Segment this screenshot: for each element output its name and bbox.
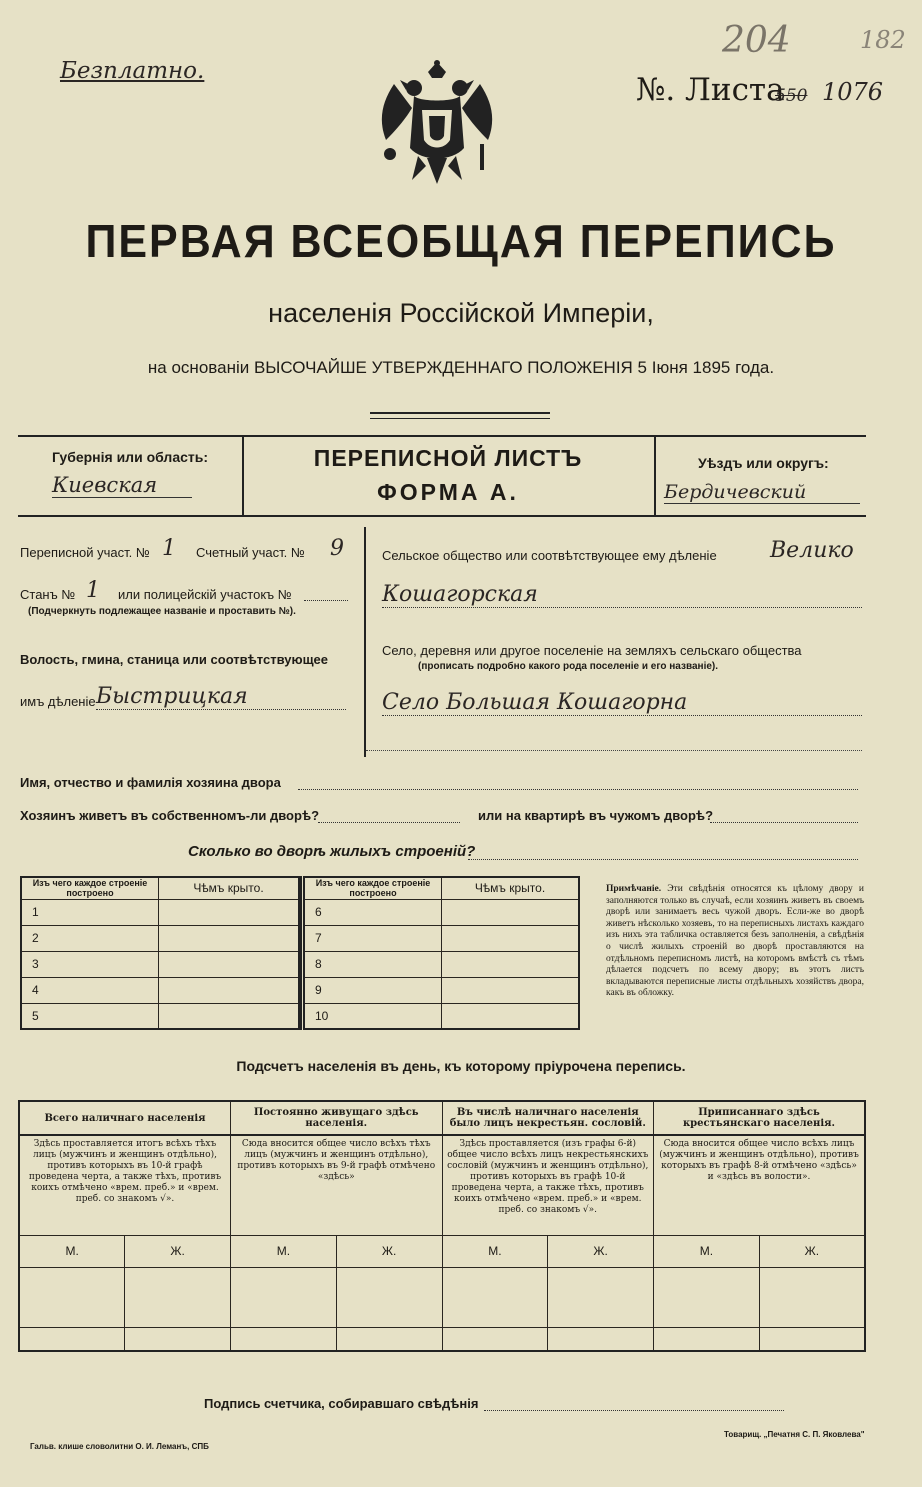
table-row xyxy=(21,925,299,951)
buildings-line xyxy=(468,859,858,860)
owner-name-line xyxy=(298,789,858,790)
female-header: Ж. xyxy=(548,1235,654,1267)
table-row xyxy=(303,1003,580,1029)
basis-line: на основаніи ВЫСОЧАЙШЕ УТВЕРЖДЕННАГО ПОЛОЖЕНІЯ 5 Іюня 1895 года. xyxy=(147,358,775,377)
row-number: 6 xyxy=(303,899,442,925)
count-cell[interactable] xyxy=(19,1267,125,1327)
count-col-head: Постоянно живущаго здѣсь населенія. xyxy=(231,1101,443,1135)
row-number: 4 xyxy=(21,977,159,1003)
male-header: М. xyxy=(654,1235,760,1267)
free-label: Безплатно. xyxy=(60,58,205,84)
ornament-divider xyxy=(370,412,550,419)
main-title: ПЕРВАЯ ВСЕОБЩАЯ ПЕРЕПИСЬ xyxy=(85,216,837,268)
society-value-2: Кошагорская xyxy=(382,582,862,608)
underline-note: (Подчеркнуть подлежащее названіе и проставить №). xyxy=(28,606,296,617)
count-col-head: Въ числѣ наличнаго населенія было лицъ некрестьян. сословій. xyxy=(442,1101,654,1135)
count-cell[interactable] xyxy=(336,1327,442,1351)
count-total-row xyxy=(19,1327,865,1351)
table-row xyxy=(21,977,299,1003)
schetny-value: 9 xyxy=(330,536,344,561)
own-yard-label: Хозяинъ живетъ въ собственномъ-ли дворѣ? xyxy=(20,808,320,823)
row-number: 10 xyxy=(303,1003,442,1029)
count-cell[interactable] xyxy=(759,1267,865,1327)
count-table xyxy=(18,1100,866,1352)
female-header: Ж. xyxy=(125,1235,231,1267)
guberniya-cell xyxy=(18,437,244,515)
uezd-cell xyxy=(654,437,868,515)
row-number: 2 xyxy=(21,925,159,951)
count-cell[interactable] xyxy=(442,1267,548,1327)
male-header: М. xyxy=(231,1235,337,1267)
table-row xyxy=(303,977,580,1003)
count-cell[interactable] xyxy=(654,1327,760,1351)
note-block xyxy=(606,884,864,1000)
schetny-label: Счетный участ. № xyxy=(196,545,305,560)
count-cell[interactable] xyxy=(759,1327,865,1351)
count-cell[interactable] xyxy=(231,1327,337,1351)
sheet-number-label: №. Листа xyxy=(636,72,785,108)
village-label: Село, деревня или другое поселеніе на земляхъ сельскаго общества xyxy=(382,643,802,658)
guberniya-label: Губернія или область: xyxy=(52,449,209,465)
sheet-number-value: 1076 xyxy=(822,78,884,106)
printer-left: Гальв. клише словолитни О. И. Леманъ, СПБ xyxy=(30,1442,209,1451)
society-value-1: Велико xyxy=(770,538,854,563)
table-row xyxy=(303,925,580,951)
row-number: 3 xyxy=(21,951,159,977)
roof-cell[interactable] xyxy=(159,925,300,951)
police-label: или полицейскій участокъ № xyxy=(118,587,292,602)
uezd-value: Бердичевский xyxy=(664,481,860,504)
count-cell[interactable] xyxy=(231,1267,337,1327)
row-number: 5 xyxy=(21,1003,159,1029)
buildings-label: Сколько во дворѣ жилыхъ строеній? xyxy=(188,843,476,860)
buildings-col1-header: Изъ чего каждое строеніе построено xyxy=(21,877,159,899)
village-value: Село Большая Кошагорна xyxy=(382,690,862,716)
village-note: (прописать подробно какого рода поселеніе и его названіе). xyxy=(418,661,719,672)
count-col-desc: Здѣсь проставляется (изъ графы 6-й) общее число всѣхъ лицъ некрестьянскихъ сословій (мужчинъ и женщинъ отдѣльно), противъ которыхъ въ графѣ 10-й проведена черта, а также тѣхъ, противъ коихъ отмѣчено «врем. преб.» и «врем. преб. со знакомъ √». xyxy=(442,1135,654,1235)
pencil-note-2: 182 xyxy=(860,26,906,54)
roof-cell[interactable] xyxy=(442,925,580,951)
form-title: ПЕРЕПИСНОЙ ЛИСТЪ xyxy=(313,445,583,471)
count-entry-row xyxy=(19,1267,865,1327)
row-number: 1 xyxy=(21,899,159,925)
rented-label: или на квартирѣ въ чужомъ дворѣ? xyxy=(478,808,714,823)
count-col-head: Приписаннаго здѣсь крестьянскаго населенія. xyxy=(654,1101,866,1135)
uchastok-label: Переписной участ. № xyxy=(20,545,150,560)
table-row xyxy=(303,899,580,925)
roof-cell[interactable] xyxy=(159,951,300,977)
count-cell[interactable] xyxy=(654,1267,760,1327)
female-header: Ж. xyxy=(759,1235,865,1267)
subtitle: населенія Россійской Имперіи, xyxy=(268,298,654,328)
row-number: 8 xyxy=(303,951,442,977)
buildings-col1-header: Изъ чего каждое строеніе построено xyxy=(303,877,442,899)
uezd-label: Уѣздъ или округъ: xyxy=(698,455,829,471)
roof-cell[interactable] xyxy=(442,1003,580,1029)
table-row xyxy=(21,899,299,925)
buildings-col2-header: Чѣмъ крыто. xyxy=(159,877,300,899)
count-col-desc: Здѣсь проставляется итогъ всѣхъ тѣхъ лицъ (мужчинъ и женщинъ отдѣльно), противъ которыхъ въ 10-й графѣ проведена черта, а также тѣхъ, противъ коихъ отмѣчено «врем. преб.» и «врем. преб. со знакомъ √». xyxy=(19,1135,231,1235)
printer-right: Товарищ. „Печатня С. П. Яковлева" xyxy=(724,1430,865,1439)
count-col-desc: Сюда вносится общее число всѣхъ лицъ (мужчинъ и женщинъ отдѣльно), противъ которыхъ въ графѣ 8-й отмѣчено «здѣсь» и «здѣсь въ волости». xyxy=(654,1135,866,1235)
note-head: Примѣчаніе. xyxy=(606,884,662,894)
form-name: ФОРМА А. xyxy=(377,479,519,505)
count-cell[interactable] xyxy=(442,1327,548,1351)
guberniya-value: Киевская xyxy=(52,473,192,498)
section-divider xyxy=(364,527,366,757)
police-line xyxy=(304,600,348,601)
table-row xyxy=(21,951,299,977)
male-header: М. xyxy=(442,1235,548,1267)
volost-label: Волость, гмина, станица или соотвѣтствующее xyxy=(20,652,329,667)
table-row xyxy=(21,1003,299,1029)
uchastok-value: 1 xyxy=(162,536,176,561)
roof-cell[interactable] xyxy=(159,899,300,925)
count-cell[interactable] xyxy=(548,1267,654,1327)
imperial-eagle-emblem xyxy=(372,58,502,190)
count-cell[interactable] xyxy=(125,1267,231,1327)
volost-label-2: имъ дѣленіе xyxy=(20,694,96,709)
row-number: 7 xyxy=(303,925,442,951)
volost-value: Быстрицкая xyxy=(96,684,346,710)
buildings-table-right xyxy=(300,876,580,1030)
stan-value: 1 xyxy=(86,578,100,603)
count-cell[interactable] xyxy=(336,1267,442,1327)
society-label: Сельское общество или соотвѣтствующее ему дѣленіе xyxy=(382,548,717,563)
note-text: Эти свѣдѣнія относятся къ цѣлому двору и заполняются только въ случаѣ, если хозяинъ живетъ въ своемъ дворѣ или занимаетъ весь чужой дворъ. Если-же во дворѣ живетъ нѣсколько хозяевъ, то на переписныхъ листахъ каждаго изъ нихъ эта табличка оставляется безъ заполненія, а свѣдѣнія о числѣ жилыхъ строеній во дворѣ проставляются на отдѣльномъ переписномъ листѣ, на которомъ вмѣстѣ съ тѣмъ дѣлается подсчетъ по всему двору; въ этотъ листъ вкладываются переписные листы отдѣльныхъ хозяйствъ двора, какъ въ обложку. xyxy=(606,884,865,999)
table-row xyxy=(303,951,580,977)
roof-cell[interactable] xyxy=(442,951,580,977)
own-yard-line xyxy=(318,822,460,823)
pencil-note-1: 204 xyxy=(722,20,791,61)
right-block-bottom-line xyxy=(366,750,862,751)
roof-cell[interactable] xyxy=(159,977,300,1003)
owner-name-label: Имя, отчество и фамилія хозяина двора xyxy=(20,775,281,790)
buildings-table-left xyxy=(20,876,300,1030)
signature-line[interactable] xyxy=(484,1410,784,1411)
count-cell[interactable] xyxy=(19,1327,125,1351)
count-title: Подсчетъ населенія въ день, къ которому пріурочена перепись. xyxy=(236,1058,686,1074)
roof-cell[interactable] xyxy=(442,899,580,925)
count-col-head: Всего наличнаго населенія xyxy=(19,1101,231,1135)
male-header: М. xyxy=(19,1235,125,1267)
buildings-col2-header: Чѣмъ крыто. xyxy=(442,877,580,899)
row-number: 9 xyxy=(303,977,442,1003)
stan-label: Станъ № xyxy=(20,587,76,602)
roof-cell[interactable] xyxy=(442,977,580,1003)
female-header: Ж. xyxy=(336,1235,442,1267)
count-cell[interactable] xyxy=(125,1327,231,1351)
signature-label: Подпись счетчика, собиравшаго свѣдѣнія xyxy=(204,1396,479,1411)
sheet-number-struck: 550 xyxy=(775,86,808,106)
count-col-desc: Сюда вносится общее число всѣхъ тѣхъ лицъ (мужчинъ и женщинъ отдѣльно), противъ которыхъ въ 9-й графѣ отмѣчено «здѣсь» xyxy=(231,1135,443,1235)
roof-cell[interactable] xyxy=(159,1003,300,1029)
rented-line xyxy=(710,822,858,823)
form-header-box xyxy=(18,435,866,517)
count-cell[interactable] xyxy=(548,1327,654,1351)
